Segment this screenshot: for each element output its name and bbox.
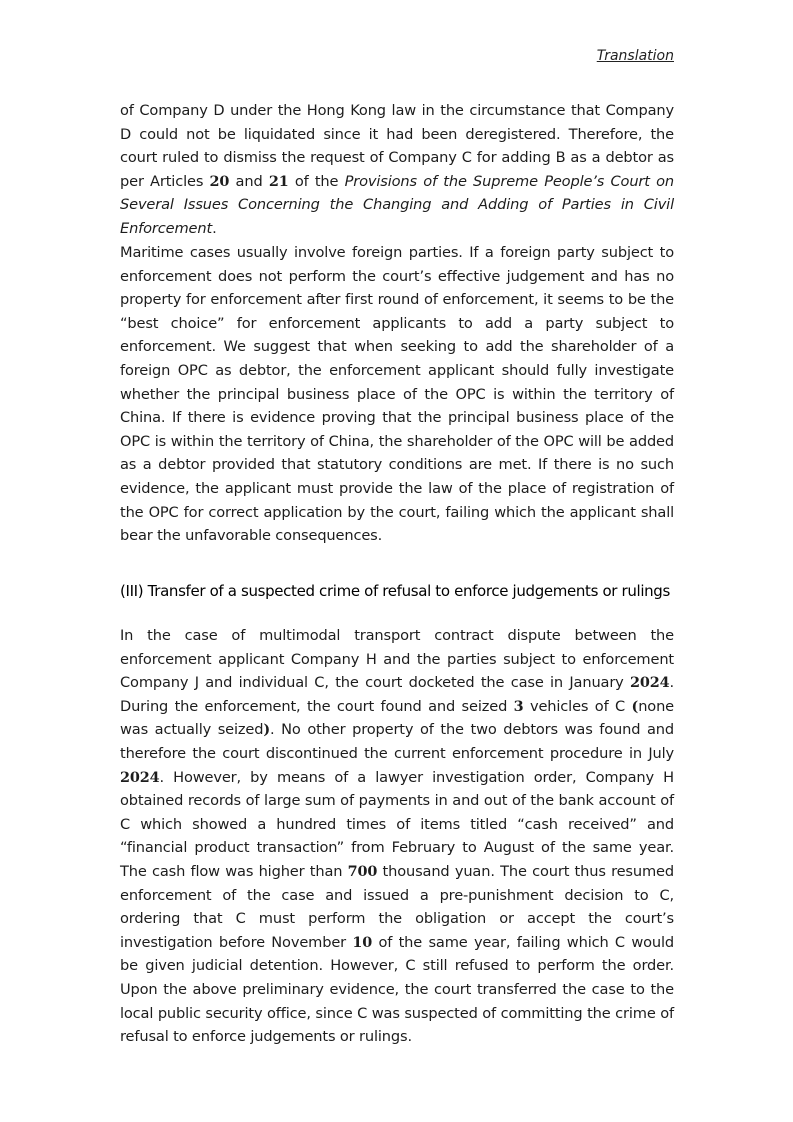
paragraph-case-description bbox=[120, 624, 674, 1049]
running-header: Translation bbox=[596, 48, 674, 64]
year-number: 2024 bbox=[120, 768, 160, 786]
year-number: 2024 bbox=[630, 674, 670, 692]
paragraph-text: . No other property of the two debtors was found and therefore the court discontinued the current enforcement procedure in July bbox=[120, 721, 674, 762]
paragraph-text: of the bbox=[288, 172, 345, 190]
regulation-title: Provisions of the Supreme People’s Court on Several Issues Concerning the Changing and Adding of Parties in Civil Enforcement bbox=[120, 172, 675, 237]
paren-close: ) bbox=[263, 721, 271, 739]
paragraph-text: . However, by means of a lawyer investigation order, Company H obtained records of large sum of payments in and out of the bank account of C which showed a hundred times of items titled “cash received” and “financial product transaction” from February to August of the same year. The cash flow was higher than bbox=[120, 768, 674, 880]
paragraph-text: of Company D under the Hong Kong law in the circumstance that Company D could not be liquidated since it had been deregistered. Therefore, the court ruled to dismiss the request of Company C for adding B as a debtor as per Articles bbox=[120, 102, 674, 190]
article-number: 20 bbox=[209, 172, 230, 190]
paragraph-text: of the same year, failing which C would be given judicial detention. However, C still refused to perform the order. Upon the above preliminary evidence, the court transferred the case to the local public security office, since C was suspected of committing the crime of refusal to enforce judgements or rulings. bbox=[120, 933, 674, 1046]
deadline-day: 10 bbox=[352, 933, 373, 951]
paragraph-text: . During the enforcement, the court found and seized bbox=[120, 674, 674, 715]
paragraph-text: and bbox=[229, 172, 269, 190]
paragraph-continuation bbox=[120, 99, 674, 241]
paragraph-text: . bbox=[212, 219, 217, 237]
paragraph-text: vehicles of C bbox=[523, 697, 632, 715]
paragraph-text: none was actually seized bbox=[120, 697, 674, 739]
paren-open: ( bbox=[631, 697, 639, 715]
cash-flow-amount: 700 bbox=[347, 862, 378, 880]
paragraph-text: thousand yuan. The court thus resumed enforcement of the case and issued a pre-punishment decision to C, ordering that C must perform the obligation or accept the court’s investigation before November bbox=[120, 862, 674, 951]
article-number: 21 bbox=[268, 172, 289, 190]
paragraph-maritime-cases: Maritime cases usually involve foreign parties. If a foreign party subject to enforcement does not perform the court’s effective judgement and has no property for enforcement after first round of enforcement, it seems to be the “best choice” for enforcement applicants to add a party subject to enforcement. We suggest that when seeking to add the shareholder of a foreign OPC as debtor, the enforcement applicant should fully investigate whether the principal business place of the OPC is within the territory of China. If there is evidence proving that the principal business place of the OPC is within the territory of China, the shareholder of the OPC will be added as a debtor provided that statutory conditions are met. If there is no such evidence, the applicant must provide the law of the place of registration of the OPC for correct application by the court, failing which the applicant shall bear the unfavorable consequences. bbox=[120, 244, 674, 545]
vehicle-count: 3 bbox=[513, 697, 524, 715]
section-heading: (III) Transfer of a suspected crime of refusal to enforce judgements or rulings bbox=[120, 582, 670, 600]
paragraph-text: In the case of multimodal transport contract dispute between the enforcement applicant Company H and the parties subject to enforcement Company J and individual C, the court docketed the case in January bbox=[120, 627, 674, 692]
